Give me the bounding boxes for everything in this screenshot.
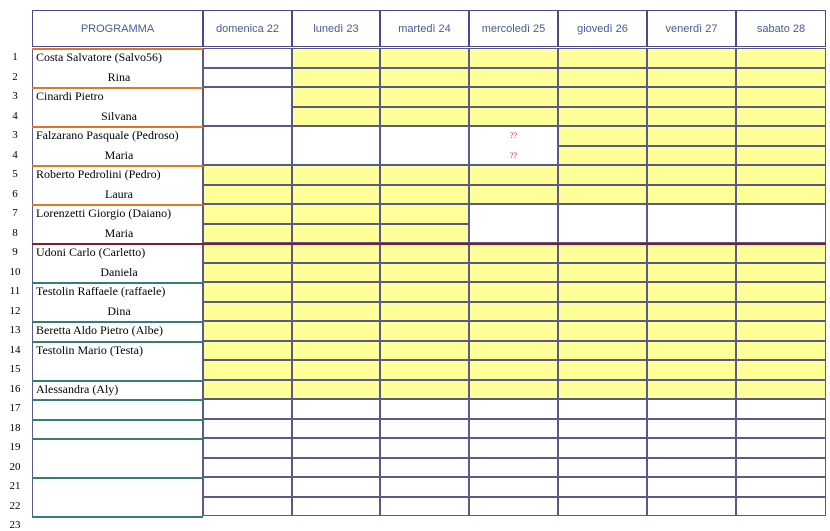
cell-wednesday[interactable] (469, 107, 558, 127)
cell-monday[interactable] (292, 458, 380, 478)
cell-sunday[interactable] (203, 399, 292, 419)
cell-friday[interactable] (647, 438, 736, 458)
cell-monday[interactable] (292, 497, 380, 517)
cell-friday[interactable] (647, 165, 736, 185)
group-separator (32, 399, 203, 401)
cell-sunday[interactable] (203, 87, 292, 126)
cell-monday[interactable] (292, 68, 380, 88)
cell-thursday[interactable] (558, 165, 647, 185)
cell-friday[interactable] (647, 87, 736, 107)
cell-wednesday[interactable] (469, 204, 558, 243)
cell-monday[interactable] (292, 243, 380, 263)
row-number: 13 (9, 324, 21, 336)
cell-monday[interactable] (292, 419, 380, 439)
row-number: 3 (12, 129, 18, 141)
cell-wednesday[interactable] (469, 380, 558, 400)
cell-friday[interactable] (647, 458, 736, 478)
cell-wednesday[interactable] (469, 185, 558, 205)
cell-sunday[interactable] (203, 302, 292, 322)
question-note: ?? (509, 150, 518, 160)
cell-monday[interactable] (292, 341, 380, 361)
cell-friday[interactable] (647, 282, 736, 302)
cell-sunday[interactable] (203, 419, 292, 439)
cell-saturday[interactable] (736, 341, 826, 361)
cell-sunday[interactable] (203, 341, 292, 361)
cell-saturday[interactable] (736, 165, 826, 185)
header-day-friday: venerdì 27 (647, 10, 736, 47)
cell-wednesday[interactable] (469, 165, 558, 185)
cell-sunday[interactable] (203, 165, 292, 185)
cell-wednesday[interactable] (469, 243, 558, 263)
cell-saturday[interactable] (736, 146, 826, 166)
row-number: 3 (12, 90, 18, 102)
cell-tuesday[interactable] (380, 497, 469, 517)
cell-tuesday[interactable] (380, 165, 469, 185)
cell-friday[interactable] (647, 419, 736, 439)
header-day-tuesday: martedì 24 (380, 10, 469, 47)
cell-tuesday[interactable] (380, 321, 469, 341)
cell-saturday[interactable] (736, 458, 826, 478)
row-number: 6 (12, 187, 18, 200)
name-cell[interactable] (32, 497, 203, 517)
cell-sunday[interactable] (203, 497, 292, 517)
cell-sunday[interactable] (203, 243, 292, 263)
cell-sunday[interactable] (203, 477, 292, 497)
cell-wednesday[interactable] (469, 48, 558, 68)
row-number: 20 (9, 460, 21, 473)
cell-wednesday[interactable] (469, 68, 558, 88)
cell-thursday[interactable] (558, 399, 647, 419)
cell-friday[interactable] (647, 399, 736, 419)
row-number: 10 (9, 265, 21, 278)
cell-friday[interactable] (647, 48, 736, 68)
cell-wednesday[interactable] (469, 438, 558, 458)
row-number: 4 (12, 109, 18, 122)
cell-saturday[interactable] (736, 282, 826, 302)
cell-wednesday[interactable] (469, 282, 558, 302)
name-cell[interactable] (32, 458, 203, 478)
cell-saturday[interactable] (736, 185, 826, 205)
group-separator (32, 87, 203, 89)
cell-thursday[interactable] (558, 360, 647, 380)
cell-friday[interactable] (647, 146, 736, 166)
cell-sunday[interactable] (203, 68, 292, 88)
name-cell[interactable] (32, 360, 203, 380)
cell-thursday[interactable] (558, 87, 647, 107)
cell-saturday[interactable] (736, 497, 826, 517)
header-day-sunday: domenica 22 (203, 10, 292, 47)
cell-tuesday[interactable] (380, 68, 469, 88)
cell-wednesday[interactable] (469, 477, 558, 497)
cell-monday[interactable] (292, 126, 380, 165)
cell-thursday[interactable] (558, 185, 647, 205)
cell-sunday[interactable] (203, 380, 292, 400)
group-separator (32, 282, 203, 284)
row-number: 17 (9, 402, 21, 414)
group-separator (32, 438, 203, 440)
cell-saturday[interactable] (736, 438, 826, 458)
participant-name: Testolin Mario (Testa) (36, 342, 143, 357)
cell-tuesday[interactable] (380, 360, 469, 380)
cell-sunday[interactable] (203, 458, 292, 478)
cell-monday[interactable] (292, 224, 380, 244)
header-day-saturday: sabato 28 (736, 10, 826, 47)
cell-saturday[interactable] (736, 126, 826, 146)
group-separator (32, 243, 826, 245)
row-number: 16 (9, 382, 21, 395)
cell-monday[interactable] (292, 438, 380, 458)
group-separator (32, 516, 203, 518)
cell-friday[interactable] (647, 380, 736, 400)
cell-saturday[interactable] (736, 477, 826, 497)
cell-friday[interactable] (647, 243, 736, 263)
cell-saturday[interactable] (736, 360, 826, 380)
row-number: 2 (12, 70, 18, 83)
participant-name: Costa Salvatore (Salvo56) (36, 50, 162, 64)
cell-monday[interactable] (292, 302, 380, 322)
participant-name: Udoni Carlo (Carletto) (36, 245, 146, 259)
participant-name: Silvana (101, 108, 137, 123)
row-number: 7 (12, 207, 18, 219)
cell-thursday[interactable] (558, 204, 647, 243)
cell-wednesday[interactable] (469, 399, 558, 419)
cell-saturday[interactable] (736, 399, 826, 419)
header-programma: PROGRAMMA (32, 10, 203, 47)
participant-name: Laura (105, 186, 133, 201)
cell-friday[interactable] (647, 497, 736, 517)
cell-saturday[interactable] (736, 419, 826, 439)
cell-sunday[interactable] (203, 438, 292, 458)
cell-wednesday[interactable] (469, 360, 558, 380)
cell-thursday[interactable] (558, 48, 647, 68)
cell-monday[interactable] (292, 204, 380, 224)
cell-monday[interactable] (292, 399, 380, 419)
cell-tuesday[interactable] (380, 126, 469, 165)
cell-wednesday[interactable] (469, 458, 558, 478)
cell-tuesday[interactable] (380, 380, 469, 400)
participant-name: Cinardi Pietro (36, 89, 104, 103)
cell-thursday[interactable] (558, 126, 647, 146)
cell-tuesday[interactable] (380, 87, 469, 107)
participant-name: Falzarano Pasquale (Pedroso) (36, 128, 179, 142)
cell-sunday[interactable] (203, 224, 292, 244)
cell-thursday[interactable] (558, 458, 647, 478)
cell-saturday[interactable] (736, 380, 826, 400)
group-separator (32, 477, 203, 479)
participant-name: Daniela (100, 264, 138, 279)
cell-monday[interactable] (292, 321, 380, 341)
name-cell[interactable] (32, 477, 203, 497)
cell-saturday[interactable] (736, 204, 826, 243)
cell-tuesday[interactable] (380, 477, 469, 497)
cell-monday[interactable] (292, 185, 380, 205)
participant-name: Alessandra (Aly) (36, 381, 119, 396)
cell-wednesday[interactable] (469, 263, 558, 283)
cell-tuesday[interactable] (380, 263, 469, 283)
group-separator (32, 380, 203, 382)
cell-wednesday[interactable] (469, 321, 558, 341)
cell-sunday[interactable] (203, 185, 292, 205)
cell-tuesday[interactable] (380, 458, 469, 478)
question-note: ?? (509, 131, 518, 140)
cell-saturday[interactable] (736, 243, 826, 263)
cell-monday[interactable] (292, 360, 380, 380)
cell-sunday[interactable] (203, 48, 292, 68)
cell-thursday[interactable] (558, 419, 647, 439)
cell-thursday[interactable] (558, 68, 647, 88)
row-number: 14 (9, 343, 21, 356)
cell-thursday[interactable] (558, 282, 647, 302)
cell-saturday[interactable] (736, 87, 826, 107)
row-number: 8 (12, 226, 18, 239)
cell-monday[interactable] (292, 477, 380, 497)
cell-wednesday[interactable] (469, 497, 558, 517)
participant-name: Testolin Raffaele (raffaele) (36, 284, 166, 298)
participant-name: Maria (104, 147, 134, 162)
cell-thursday[interactable] (558, 341, 647, 361)
row-number: 5 (12, 168, 18, 180)
group-separator (32, 341, 203, 343)
cell-tuesday[interactable] (380, 282, 469, 302)
cell-tuesday[interactable] (380, 204, 469, 224)
group-separator (32, 48, 203, 50)
cell-tuesday[interactable] (380, 419, 469, 439)
name-cell[interactable] (32, 419, 203, 439)
header-day-wednesday: mercoledì 25 (469, 10, 558, 47)
cell-wednesday[interactable] (469, 302, 558, 322)
header-day-monday: lunedì 23 (292, 10, 380, 47)
cell-thursday[interactable] (558, 497, 647, 517)
row-number: 18 (9, 421, 21, 434)
cell-saturday[interactable] (736, 68, 826, 88)
cell-monday[interactable] (292, 263, 380, 283)
cell-monday[interactable] (292, 107, 380, 127)
cell-sunday[interactable] (203, 360, 292, 380)
participant-name: Rina (107, 69, 131, 84)
cell-saturday[interactable] (736, 321, 826, 341)
cell-wednesday[interactable] (469, 419, 558, 439)
name-cell[interactable] (32, 438, 203, 458)
group-separator (32, 419, 203, 421)
cell-sunday[interactable] (203, 321, 292, 341)
row-number: 23 (9, 519, 21, 531)
group-separator (32, 321, 203, 323)
cell-monday[interactable] (292, 380, 380, 400)
cell-thursday[interactable] (558, 263, 647, 283)
cell-sunday[interactable] (203, 263, 292, 283)
cell-monday[interactable] (292, 87, 380, 107)
cell-monday[interactable] (292, 282, 380, 302)
cell-friday[interactable] (647, 477, 736, 497)
cell-tuesday[interactable] (380, 224, 469, 244)
cell-friday[interactable] (647, 68, 736, 88)
row-number: 11 (9, 285, 21, 297)
participant-name: Beretta Aldo Pietro (Albe) (36, 323, 163, 337)
cell-friday[interactable] (647, 263, 736, 283)
cell-thursday[interactable] (558, 477, 647, 497)
cell-thursday[interactable] (558, 243, 647, 263)
cell-wednesday[interactable] (469, 87, 558, 107)
cell-thursday[interactable] (558, 321, 647, 341)
cell-saturday[interactable] (736, 302, 826, 322)
cell-thursday[interactable] (558, 380, 647, 400)
cell-friday[interactable] (647, 302, 736, 322)
cell-friday[interactable] (647, 321, 736, 341)
cell-friday[interactable] (647, 341, 736, 361)
cell-monday[interactable] (292, 48, 380, 68)
row-number: 4 (12, 148, 18, 161)
cell-tuesday[interactable] (380, 48, 469, 68)
cell-tuesday[interactable] (380, 399, 469, 419)
cell-friday[interactable] (647, 204, 736, 243)
cell-tuesday[interactable] (380, 302, 469, 322)
cell-saturday[interactable] (736, 107, 826, 127)
cell-tuesday[interactable] (380, 341, 469, 361)
group-separator (32, 165, 203, 167)
cell-thursday[interactable] (558, 302, 647, 322)
row-number: 12 (9, 304, 21, 317)
cell-friday[interactable] (647, 360, 736, 380)
cell-friday[interactable] (647, 185, 736, 205)
participant-name: Dina (107, 303, 131, 318)
cell-monday[interactable] (292, 165, 380, 185)
cell-saturday[interactable] (736, 48, 826, 68)
cell-thursday[interactable] (558, 146, 647, 166)
participant-name: Maria (104, 225, 134, 240)
cell-sunday[interactable] (203, 282, 292, 302)
participant-name: Lorenzetti Giorgio (Daiano) (36, 206, 172, 220)
cell-friday[interactable] (647, 126, 736, 146)
row-number: 15 (9, 363, 21, 375)
row-number: 9 (12, 246, 18, 258)
cell-friday[interactable] (647, 107, 736, 127)
row-number: 1 (12, 51, 18, 63)
group-separator (32, 204, 203, 206)
header-day-thursday: giovedì 26 (558, 10, 647, 47)
cell-sunday[interactable] (203, 126, 292, 165)
cell-thursday[interactable] (558, 107, 647, 127)
cell-tuesday[interactable] (380, 107, 469, 127)
cell-tuesday[interactable] (380, 185, 469, 205)
row-number: 21 (9, 480, 21, 492)
cell-wednesday[interactable] (469, 341, 558, 361)
cell-sunday[interactable] (203, 204, 292, 224)
cell-tuesday[interactable] (380, 438, 469, 458)
cell-tuesday[interactable] (380, 243, 469, 263)
cell-saturday[interactable] (736, 263, 826, 283)
row-number: 22 (9, 499, 21, 512)
row-number: 19 (9, 441, 21, 453)
name-cell[interactable] (32, 399, 203, 419)
cell-thursday[interactable] (558, 438, 647, 458)
participant-name: Roberto Pedrolini (Pedro) (36, 167, 161, 181)
group-separator (32, 126, 203, 128)
